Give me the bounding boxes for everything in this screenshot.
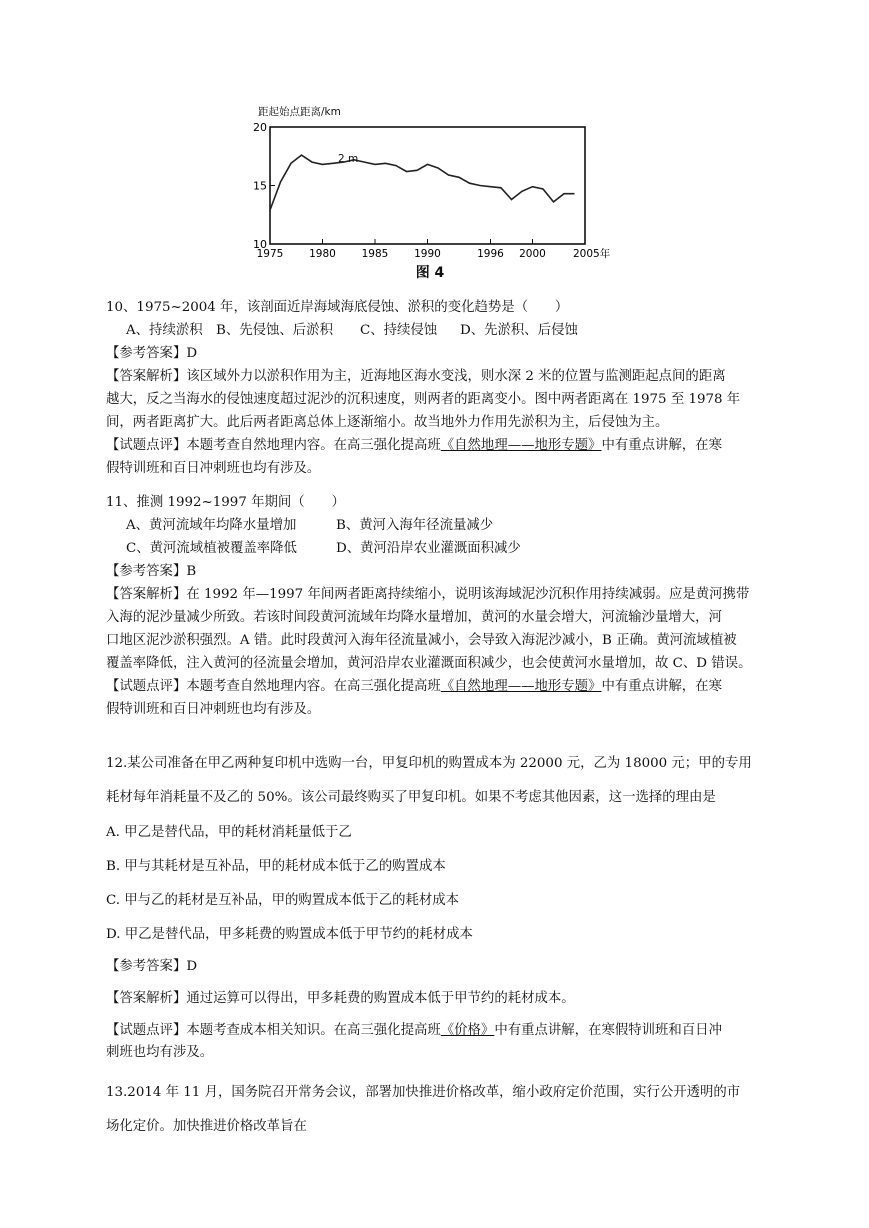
q11-comment-text: 【试题点评】本题考查自然地理内容。在高三强化提高班 — [106, 679, 441, 694]
q11-answer: 【参考答案】B — [106, 564, 197, 579]
q11-analysis-line: 入海的泥沙量减少所致。若该时间段黄河流域年均降水量增加，黄河的水量会增大，河流输沙量增大，河 — [106, 610, 722, 625]
figure-4 — [250, 96, 610, 288]
q12-answer: 【参考答案】D — [106, 959, 198, 974]
q11-option-a: A、黄河流域年均降水量增加 — [126, 518, 297, 533]
q11-analysis-line: 【答案解析】在 1992 年—1997 年间两者距离持续缩小，说明该海域泥沙沉积作用持续减弱。应是黄河携带 — [106, 587, 750, 602]
q10-analysis-line: 越大，反之当海水的侵蚀速度超过泥沙的沉积速度，则两者的距离变小。图中两者距离在 1975 至 1978 年 — [106, 392, 741, 407]
q12-stem-line: 耗材每年消耗量不及乙的 50%。该公司最终购买了甲复印机。如果不考虑其他因素，这一选择的理由是 — [106, 790, 716, 805]
q10-comment-text: 【试题点评】本题考查自然地理内容。在高三强化提高班 — [106, 438, 441, 453]
q12-option-b: B. 甲与其耗材是互补品，甲的耗材成本低于乙的购置成本 — [106, 859, 446, 874]
q12-stem-line: 12.某公司准备在甲乙两种复印机中选购一台，甲复印机的购置成本为 22000 元，乙为 18000 元；甲的专用 — [106, 756, 752, 771]
q12-course-link[interactable]: 《价格》 — [440, 1023, 495, 1038]
q10-course-link[interactable]: 《自然地理——地形专题》 — [440, 438, 602, 453]
q11-course-link[interactable]: 《自然地理——地形专题》 — [440, 679, 602, 694]
x-tick-label: 1975 — [256, 248, 284, 260]
q10-stem: 10、1975~2004 年，该剖面近岸海域海底侵蚀、淤积的变化趋势是（ ） — [106, 300, 569, 315]
x-tick-label: 2005年 — [573, 248, 610, 260]
q10-option-b: B、先侵蚀、后淤积 — [216, 323, 333, 338]
q10-option-a: A、持续淤积 — [126, 323, 203, 338]
q10-comment-tail: 中有重点讲解，在寒 — [601, 438, 722, 453]
x-tick-label: 1990 — [414, 248, 441, 260]
q10-answer: 【参考答案】D — [106, 346, 198, 361]
series-line-2m — [270, 155, 575, 210]
q10-comment-line2: 假特训班和百日冲刺班也均有涉及。 — [106, 461, 321, 476]
q12-comment — [106, 1020, 722, 1042]
q12-comment-tail: 中有重点讲解，在寒假特训班和百日冲 — [494, 1023, 722, 1038]
series-label: 2 m — [338, 153, 359, 165]
q11-option-c: C、黄河流域植被覆盖率降低 — [126, 541, 297, 556]
q13-stem-line: 13.2014 年 11 月，国务院召开常务会议，部署加快推进价格改革，缩小政府定价范围，实行公开透明的市 — [106, 1085, 741, 1100]
x-tick-label: 1996 — [477, 248, 504, 260]
q12-option-c: C. 甲与乙的耗材是互补品，甲的购置成本低于乙的耗材成本 — [106, 893, 460, 908]
q12-option-a: A. 甲乙是替代品，甲的耗材消耗量低于乙 — [106, 825, 352, 840]
plot-frame — [270, 127, 585, 244]
q11-stem: 11、推测 1992~1997 年期间（ ） — [106, 495, 345, 510]
q10-option-d: D、先淤积、后侵蚀 — [460, 323, 578, 338]
y-axis-title: 距起始点距离/km — [258, 106, 341, 118]
q13-stem-line: 场化定价。加快推进价格改革旨在 — [106, 1119, 307, 1134]
distance-line-chart — [250, 96, 610, 261]
q11-comment — [106, 676, 722, 698]
q12-comment-line2: 刺班也均有涉及。 — [106, 1045, 214, 1060]
q11-comment-tail: 中有重点讲解，在寒 — [601, 679, 722, 694]
y-tick-label: 15 — [253, 179, 267, 193]
q11-option-b: B、黄河入海年径流量减少 — [336, 518, 494, 533]
q11-analysis-line: 口地区泥沙淤积强烈。A 错。此时段黄河入海年径流量减小，会导致入海泥沙减小，B 正确。黄河流域植被 — [106, 633, 737, 648]
q12-analysis: 【答案解析】通过运算可以得出，甲多耗费的购置成本低于甲节约的耗材成本。 — [106, 991, 575, 1006]
q11-comment-line2: 假特训班和百日冲刺班也均有涉及。 — [106, 702, 321, 717]
q10-comment — [106, 435, 722, 457]
y-tick-label: 20 — [253, 121, 267, 134]
q10-analysis-line: 间，两者距离扩大。此后两者距离总体上逐渐缩小。故当地外力作用先淤积为主，后侵蚀为主。 — [106, 415, 669, 430]
q12-comment-text: 【试题点评】本题考查成本相关知识。在高三强化提高班 — [106, 1023, 441, 1038]
q10-analysis-line: 【答案解析】该区域外力以淤积作用为主，近海地区海水变浅，则水深 2 米的位置与监测距起点间的距离 — [106, 369, 726, 384]
q10-option-c: C、持续侵蚀 — [360, 323, 438, 338]
y-tick-label: 10 — [253, 238, 267, 251]
figure-caption: 图 4 — [415, 265, 445, 281]
x-tick-label: 2000 — [519, 248, 546, 260]
x-tick-label: 1985 — [361, 248, 389, 260]
x-tick-label: 1980 — [309, 248, 336, 260]
q11-option-d: D、黄河沿岸农业灌溉面积减少 — [336, 541, 521, 556]
q11-analysis-line: 覆盖率降低，注入黄河的径流量会增加，黄河沿岸农业灌溉面积减少，也会使黄河水量增加，故 C、D 错误。 — [106, 656, 752, 671]
q12-option-d: D. 甲乙是替代品，甲多耗费的购置成本低于甲节约的耗材成本 — [106, 927, 473, 942]
